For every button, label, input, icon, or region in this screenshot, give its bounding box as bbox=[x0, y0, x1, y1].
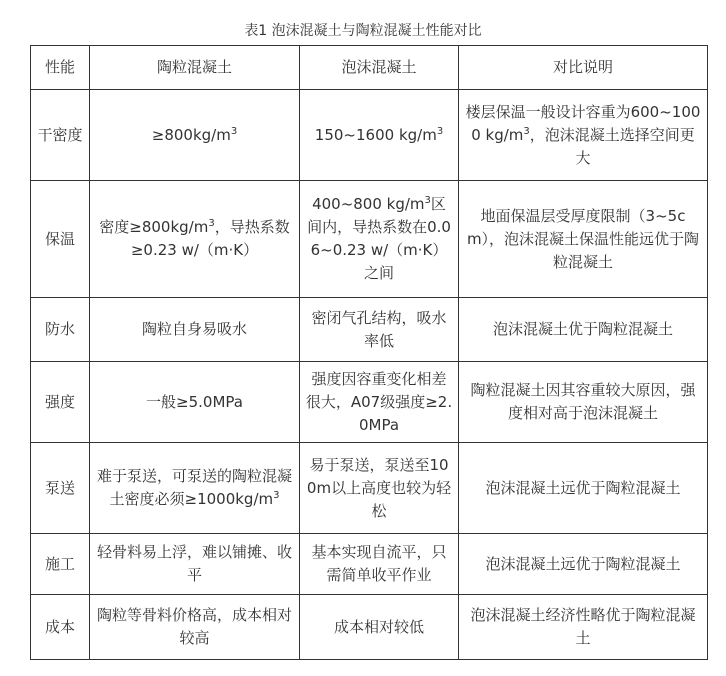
cell-ceramsite bbox=[90, 362, 300, 443]
cell-property bbox=[31, 90, 90, 181]
foam-text-pre: 基本实现自流平，只需简单收平作业 bbox=[311, 543, 447, 584]
cell-ceramsite bbox=[90, 181, 300, 298]
foam-text-sup: 3 bbox=[436, 125, 444, 137]
cell-property bbox=[31, 534, 90, 595]
comparison-table bbox=[30, 45, 708, 660]
cell-note bbox=[459, 362, 708, 443]
ceramsite-text-pre: 难于泵送，可泵送的陶粒混凝土密度必须≥1000kg/m bbox=[96, 467, 292, 508]
table-row bbox=[31, 443, 708, 534]
ceramsite-text-sup: 3 bbox=[273, 490, 280, 501]
foam-text-pre: 成本相对较低 bbox=[333, 617, 424, 636]
property-label: 泵送 bbox=[44, 478, 75, 497]
cell-ceramsite bbox=[90, 443, 300, 534]
property-label: 干密度 bbox=[37, 125, 83, 144]
header-property: 性能 bbox=[31, 46, 90, 90]
property-label: 强度 bbox=[44, 392, 75, 411]
table-row bbox=[31, 298, 708, 362]
ceramsite-text-sup: 3 bbox=[208, 218, 215, 229]
table-caption: 表1 泡沫混凝土与陶粒混凝土性能对比 bbox=[244, 23, 482, 39]
note-text-pre: 陶粒混凝土因其容重较大原因，强度相对高于泡沫混凝土 bbox=[470, 381, 696, 422]
ceramsite-text-sup: 3 bbox=[230, 125, 238, 137]
ceramsite-text-pre: 轻骨料易上浮，难以铺摊、收平 bbox=[96, 543, 292, 584]
cell-foam bbox=[300, 534, 459, 595]
cell-note bbox=[459, 443, 708, 534]
header-foam: 泡沫混凝土 bbox=[300, 46, 459, 90]
property-label: 防水 bbox=[44, 320, 75, 338]
header-ceramsite: 陶粒混凝土 bbox=[90, 46, 300, 90]
table-row bbox=[31, 534, 708, 595]
ceramsite-text-pre: 陶粒自身易吸水 bbox=[141, 320, 247, 338]
table-row bbox=[31, 362, 708, 443]
note-text-pre: 泡沫混凝土优于陶粒混凝土 bbox=[492, 320, 673, 338]
foam-text-pre: 150~1600 kg/m bbox=[314, 125, 437, 144]
cell-note bbox=[459, 534, 708, 595]
note-text-pre: 泡沫混凝土远优于陶粒混凝土 bbox=[485, 554, 681, 573]
note-text-pre: 楼层保温一般设计容重为600~1000 kg/m bbox=[465, 102, 701, 144]
note-text-sup: 3 bbox=[523, 125, 530, 137]
foam-text-sup: 3 bbox=[424, 195, 431, 206]
cell-property bbox=[31, 298, 90, 362]
foam-text-pre: 400~800 kg/m bbox=[312, 195, 425, 213]
table-row bbox=[31, 90, 708, 181]
cell-property bbox=[31, 443, 90, 534]
cell-property bbox=[31, 595, 90, 660]
ceramsite-text-pre: ≥800kg/m bbox=[151, 125, 231, 144]
cell-foam bbox=[300, 181, 459, 298]
cell-note bbox=[459, 595, 708, 660]
cell-property bbox=[31, 362, 90, 443]
note-text-pre: 地面保温层受厚度限制（3~5cm），泡沫混凝土保温性能远优于陶粒混凝土 bbox=[466, 206, 700, 271]
property-label: 施工 bbox=[44, 554, 75, 573]
cell-property bbox=[31, 181, 90, 298]
table-header-row bbox=[31, 46, 708, 90]
foam-text-pre: 强度因容重变化相差很大，A07级强度≥2.0MPa bbox=[305, 369, 453, 434]
cell-ceramsite bbox=[90, 595, 300, 660]
table-row bbox=[31, 181, 708, 298]
cell-note bbox=[459, 90, 708, 181]
foam-text-pre: 密闭气孔结构，吸水率低 bbox=[311, 308, 447, 350]
cell-ceramsite bbox=[90, 534, 300, 595]
foam-text-pre: 易于泵送，泵送至100m以上高度也较为轻松 bbox=[306, 455, 452, 520]
note-text-pre: 泡沫混凝土远优于陶粒混凝土 bbox=[485, 478, 681, 497]
table-row bbox=[31, 595, 708, 660]
cell-ceramsite bbox=[90, 90, 300, 181]
foam-text-post: 区间内，导热系数在0.06~0.23 w/（m·K）之间 bbox=[307, 195, 451, 282]
ceramsite-text-pre: 一般≥5.0MPa bbox=[146, 392, 243, 411]
property-label: 成本 bbox=[44, 617, 75, 636]
ceramsite-text-post: ，导热系数≥0.23 w/（m·K） bbox=[130, 218, 290, 259]
ceramsite-text-pre: 密度≥800kg/m bbox=[99, 218, 209, 236]
cell-foam bbox=[300, 298, 459, 362]
note-text-pre: 泡沫混凝土经济性略优于陶粒混凝土 bbox=[470, 606, 696, 647]
ceramsite-text-pre: 陶粒等骨料价格高，成本相对较高 bbox=[96, 606, 292, 647]
cell-foam bbox=[300, 595, 459, 660]
header-note: 对比说明 bbox=[459, 46, 708, 90]
cell-ceramsite bbox=[90, 298, 300, 362]
cell-foam bbox=[300, 362, 459, 443]
cell-note bbox=[459, 298, 708, 362]
note-text-post: ，泡沫混凝土选择空间更大 bbox=[529, 125, 695, 167]
property-label: 保温 bbox=[44, 229, 75, 248]
cell-note bbox=[459, 181, 708, 298]
cell-foam bbox=[300, 443, 459, 534]
cell-foam bbox=[300, 90, 459, 181]
